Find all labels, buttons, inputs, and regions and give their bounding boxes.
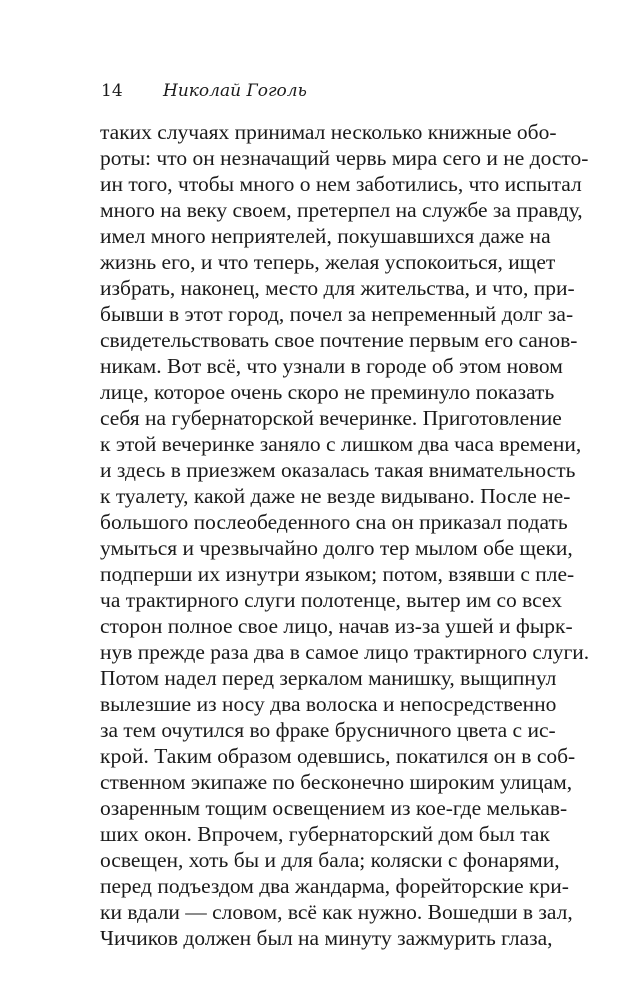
text-line: ших окон. Впрочем, губернаторский дом был так [100,822,550,846]
text-line: себя на губернаторской вечеринке. Приготовление [100,406,562,430]
text-line: озаренным тощим освещением из кое-где мелькав- [100,796,568,820]
text-line: жизнь его, и что теперь, желая успокоиться, ищет [100,250,556,274]
text-line: Чичиков должен был на минуту зажмурить глаза, [100,926,553,950]
text-line: ственном экипаже по бесконечно широким улицам, [100,770,573,794]
text-line: имел много неприятелей, покушавшихся даже на [100,224,551,248]
text-line: к туалету, какой даже не везде видывано. После не- [100,484,571,508]
text-line: вылезшие из носу два волоска и непосредственно [100,692,557,716]
text-line: лице, которое очень скоро не преминуло показать [100,380,555,404]
body-text [100,119,590,951]
text-line: и здесь в приезжем оказалась такая внимательность [100,458,576,482]
text-line: свидетельствовать свое почтение первым его санов- [100,328,578,352]
text-line: за тем очутился во фраке брусничного цвета с ис- [100,718,556,742]
text-line: бывши в этот город, почел за непременный долг за- [100,302,574,326]
text-line: нув прежде раза два в самое лицо трактирного слуги. [100,640,590,664]
text-line: ин того, чтобы много о нем заботились, что испытал [100,172,582,196]
text-line: Потом надел перед зеркалом манишку, выщипнул [100,666,557,690]
text-line: ки вдали — словом, всё как нужно. Вошедши в зал, [100,900,573,924]
text-line: освещен, хоть бы и для бала; коляски с фонарями, [100,848,560,872]
page-number: 14 [101,81,123,101]
text-line: много на веку своем, претерпел на службе за правду, [100,198,583,222]
text-line: большого послеобеденного сна он приказал подать [100,510,568,534]
text-line: таких случаях принимал несколько книжные обо- [100,120,557,144]
text-line: избрать, наконец, место для жительства, и что, при- [100,276,575,300]
text-line: крой. Таким образом одевшись, покатился он в соб- [100,744,576,768]
text-line: сторон полное свое лицо, начав из-за ушей и фырк- [100,614,573,638]
running-head-author: Николай Гоголь [163,81,307,101]
text-line: подперши их изнутри языком; потом, взявши с пле- [100,562,575,586]
text-line: к этой вечеринке заняло с лишком два часа времени, [100,432,582,456]
text-line: умыться и чрезвычайно долго тер мылом обе щеки, [100,536,573,560]
text-line: ча трактирного слуги полотенце, вытер им со всех [100,588,562,612]
text-line: перед подъездом два жандарма, форейторские кри- [100,874,569,898]
text-line: роты: что он незначащий червь мира сего и не досто- [100,146,589,170]
text-line: никам. Вот всё, что узнали в городе об этом новом [100,354,563,378]
running-head [101,81,307,101]
